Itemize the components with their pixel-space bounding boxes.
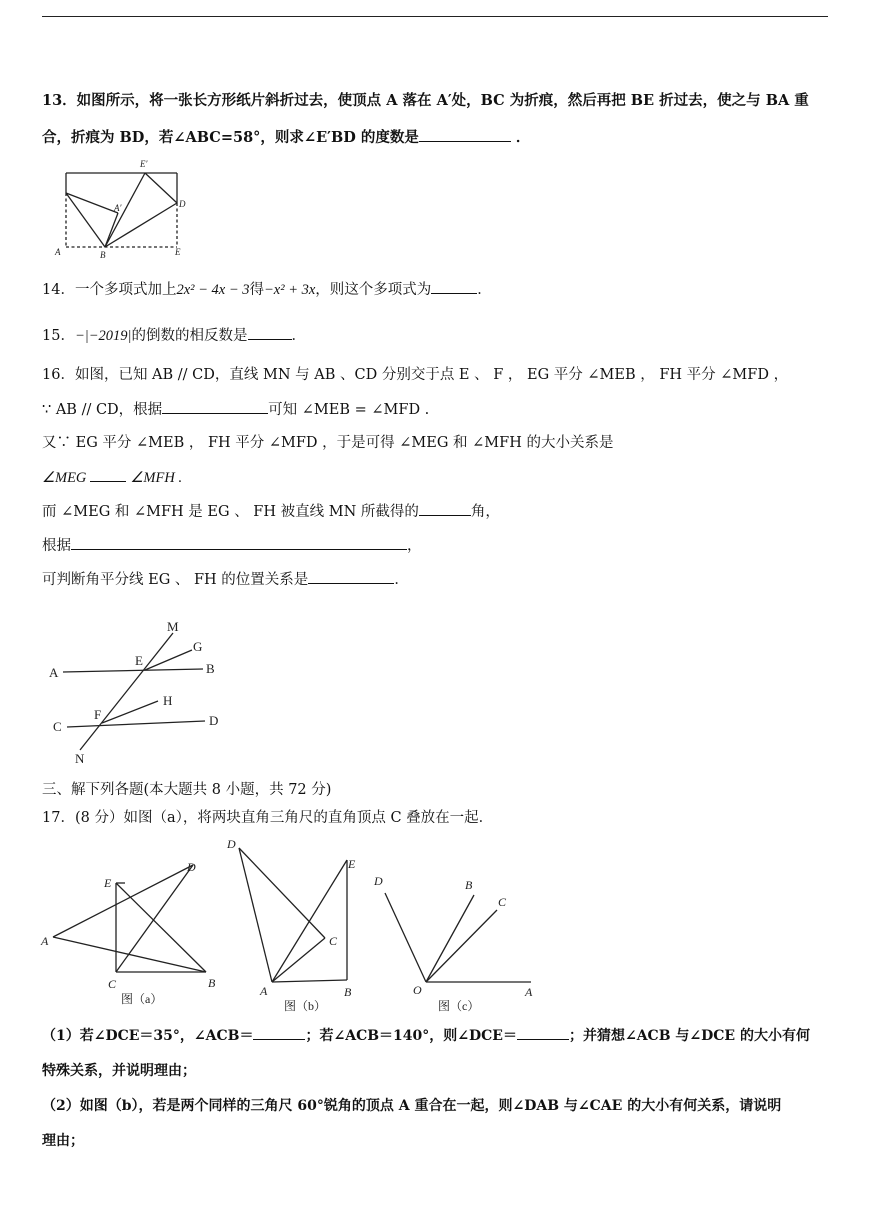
- q15-line: [42, 325, 306, 346]
- q16-line2-text-a: ∵ AB // CD，根据: [42, 402, 163, 418]
- q16-line4-text-a: ∠MEG: [42, 470, 87, 486]
- q17-figure-c: [368, 860, 548, 1020]
- q16-label-d: D: [209, 713, 219, 728]
- q13-e1d: [145, 173, 177, 203]
- q17-part2-line2: 理由；: [42, 1133, 84, 1149]
- q15-expr: −|−2019|: [74, 328, 132, 344]
- q16-blank-angle-type: [419, 501, 471, 516]
- q16-blank-position: [308, 569, 394, 584]
- q16-label-m: M: [167, 619, 179, 634]
- q17a-label-e: E: [104, 876, 112, 890]
- q16-line5-text-a: 而 ∠MEG 和 ∠MFH 是 EG 、 FH 被直线 MN 所截得的: [42, 504, 419, 520]
- q16-blank-theorem: [71, 535, 407, 550]
- q17-part1-text-b: ；若∠ACB＝140°，则∠DCE＝: [305, 1028, 517, 1044]
- q16-line5-text-b: 角，: [470, 504, 500, 520]
- q17c-label-o: O: [413, 983, 422, 997]
- q16-line4-text-b: ∠MFH .: [130, 470, 183, 486]
- q13-label-e1: E′: [140, 159, 148, 169]
- q16-line4: [42, 467, 182, 488]
- q16-line-cd: [67, 721, 205, 727]
- q17b-label-e: E: [348, 857, 356, 871]
- q17b-ab: [272, 980, 347, 982]
- q14-expr2: −x² + 3x: [264, 282, 316, 298]
- q17c-oc: [426, 910, 497, 982]
- q16-label-n: N: [75, 751, 85, 766]
- q16-blank-reason: [162, 399, 268, 414]
- q17b-da: [239, 848, 272, 982]
- q17c-od: [385, 893, 426, 982]
- q16-blank-relation: [90, 467, 126, 482]
- q17a-ad: [53, 865, 193, 937]
- q14-line: [42, 279, 492, 300]
- q17a-label-a: A: [41, 934, 49, 948]
- q16-label-a: A: [49, 665, 59, 680]
- q13-label-a: A: [55, 247, 61, 257]
- q16-figure: [45, 615, 235, 770]
- q16-line2-text-b: 可知 ∠MEB = ∠MFD .: [268, 402, 430, 418]
- section3-heading: 三、解下列各题(本大题共 8 小题，共 72 分): [42, 782, 332, 798]
- q16-line7-text-b: ．: [394, 572, 409, 588]
- q13-period: ．: [515, 129, 531, 146]
- q17-figure-b: [222, 830, 372, 1020]
- q16-line2: [42, 399, 429, 420]
- q14-answer-blank: [431, 279, 477, 294]
- q16-label-e: E: [135, 653, 143, 668]
- q17b-ae: [272, 860, 347, 982]
- q15-text-c: ．: [291, 328, 306, 344]
- q17-part1-line2: 特殊关系，并说明理由；: [42, 1063, 196, 1079]
- q13-line1: 13．如图所示，将一张长方形纸片斜折过去，使顶点 A 落在 A′处，BC 为折痕，然后再把 BE 折过去，使之与 BA 重: [42, 92, 809, 109]
- q17-figure-a: [38, 855, 228, 1020]
- q13-figure: [50, 155, 190, 260]
- q17a-ab: [53, 937, 206, 972]
- q17a-cd: [116, 865, 193, 972]
- q17c-label-a: A: [525, 985, 533, 999]
- q17a-label-b: B: [208, 976, 216, 990]
- q17b-label-a: A: [260, 984, 268, 998]
- q16-line-ab: [63, 669, 203, 672]
- q13-label-a1: A′: [114, 203, 122, 213]
- q15-text-b: 的倒数的相反数是: [131, 328, 248, 344]
- q17c-ob: [426, 895, 474, 982]
- q17a-caption: 图（a）: [121, 992, 163, 1006]
- q17-blank-dce: [517, 1025, 569, 1040]
- q16-line7-text-a: 可判断角平分线 EG 、 FH 的位置关系是: [42, 572, 309, 588]
- q16-label-f: F: [94, 707, 102, 722]
- q16-line6: [42, 535, 422, 556]
- q16-line6-text-a: 根据: [42, 538, 71, 554]
- q17c-label-d: D: [374, 874, 383, 888]
- q14-text-d: ．: [477, 282, 492, 298]
- q13-label-e: E: [175, 247, 181, 257]
- q17b-label-b: B: [344, 985, 352, 999]
- q13-answer-blank: [419, 127, 511, 142]
- q16-label-g: G: [193, 639, 203, 654]
- q17b-label-c: C: [329, 934, 338, 948]
- q16-label-b: B: [206, 661, 215, 676]
- q16-line-mn: [80, 633, 173, 750]
- q17c-caption: 图（c）: [438, 999, 480, 1013]
- q17-part1-text-c: ；并猜想∠ACB 与∠DCE 的大小有何: [568, 1028, 810, 1044]
- q17b-label-d: D: [227, 837, 236, 851]
- q17b-ac: [272, 938, 325, 982]
- q16-line1: 16．如图，已知 AB // CD，直线 MN 与 AB 、CD 分别交于点 E 、 F ， EG 平分 ∠MEB ， FH 平分 ∠MFD ，: [42, 367, 789, 383]
- q16-line3: 又∵ EG 平分 ∠MEB ， FH 平分 ∠MFD ，于是可得 ∠MEG 和 ∠MFH 的大小关系是: [42, 435, 614, 451]
- q14-text-a: 14．一个多项式加上: [42, 282, 177, 298]
- q13-ba1: [105, 213, 118, 247]
- q17-part1-text-a: （1）若∠DCE＝35°，∠ACB＝: [42, 1028, 254, 1044]
- q13-label-d: D: [179, 199, 186, 209]
- q16-line5: [42, 501, 500, 522]
- q13-line2: [42, 127, 530, 148]
- q17c-label-b: B: [465, 878, 473, 892]
- q15-text-a: 15．: [42, 328, 75, 344]
- q17b-dc: [239, 848, 325, 938]
- q15-answer-blank: [248, 325, 292, 340]
- q17-part2-line1: （2）如图（b），若是两个同样的三角尺 60°锐角的顶点 A 重合在一起，则∠DAB 与∠CAE 的大小有何关系，请说明: [42, 1098, 782, 1114]
- q13-label-b: B: [100, 250, 106, 260]
- header-rule: [42, 16, 828, 17]
- q16-line6-text-b: ，: [407, 538, 422, 554]
- q17-intro: 17．(8 分）如图（a），将两块直角三角尺的直角顶点 C 叠放在一起．: [42, 810, 494, 826]
- q17a-label-c: C: [108, 977, 117, 991]
- q16-label-h: H: [163, 693, 173, 708]
- q13-line2-text: 合，折痕为 BD，若∠ABC=58°，则求∠E′BD 的度数是: [42, 129, 419, 146]
- q17c-label-c: C: [498, 895, 507, 909]
- q14-text-c: ，则这个多项式为: [315, 282, 432, 298]
- q17a-label-d: D: [187, 860, 196, 874]
- q17-blank-acb: [253, 1025, 305, 1040]
- q17b-caption: 图（b）: [284, 999, 327, 1013]
- q16-label-c: C: [53, 719, 62, 734]
- q14-expr1: 2x² − 4x − 3: [176, 282, 250, 298]
- q16-line7: [42, 569, 409, 590]
- q17a-eb: [116, 883, 206, 972]
- q14-text-b: 得: [249, 282, 264, 298]
- q17-part1-line1: [42, 1025, 810, 1046]
